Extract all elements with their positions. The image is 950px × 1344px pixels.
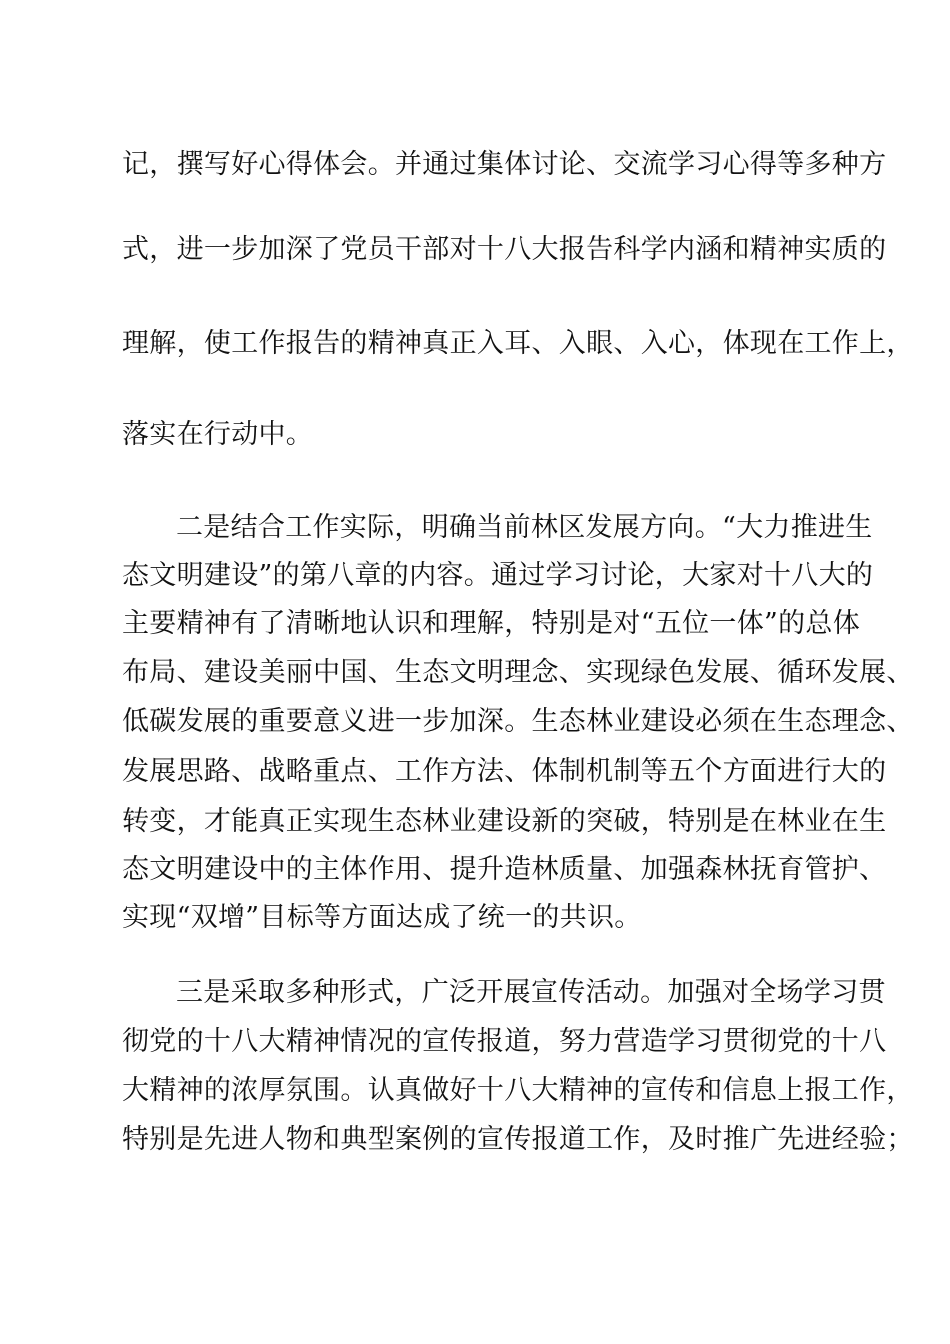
- paragraph-2-line-3: 主要精神有了清晰地认识和理解，特别是对“五位一体”的总体: [122, 608, 861, 639]
- paragraph-3-line-4: 特别是先进人物和典型案例的宣传报道工作，及时推广先进经验；: [122, 1124, 914, 1155]
- paragraph-1-line-2: 式，进一步加深了党员干部对十八大报告科学内涵和精神实质的: [122, 234, 887, 265]
- paragraph-1-line-3: 理解，使工作报告的精神真正入耳、入眼、入心，体现在工作上，: [122, 328, 914, 359]
- paragraph-3-line-2: 彻党的十八大精神情况的宣传报道，努力营造学习贯彻党的十八: [122, 1026, 887, 1057]
- paragraph-2-line-5: 低碳发展的重要意义进一步加深。生态林业建设必须在生态理念、: [122, 706, 914, 737]
- paragraph-3-line-1: 三是采取多种形式，广泛开展宣传活动。加强对全场学习贯: [176, 977, 886, 1008]
- paragraph-2-line-9: 实现“双增”目标等方面达成了统一的共识。: [122, 902, 642, 933]
- paragraph-2-line-1: 二是结合工作实际，明确当前林区发展方向。“大力推进生: [176, 512, 873, 543]
- paragraph-2-line-2: 态文明建设”的第八章的内容。通过学习讨论，大家对十八大的: [122, 560, 874, 591]
- paragraph-1-line-4: 落实在行动中。: [122, 419, 314, 450]
- paragraph-2-line-8: 态文明建设中的主体作用、提升造林质量、加强森林抚育管护、: [122, 854, 887, 885]
- paragraph-2-line-4: 布局、建设美丽中国、生态文明理念、实现绿色发展、循环发展、: [122, 657, 914, 688]
- paragraph-3-line-3: 大精神的浓厚氛围。认真做好十八大精神的宣传和信息上报工作，: [122, 1075, 914, 1106]
- paragraph-1-line-1: 记，撰写好心得体会。并通过集体讨论、交流学习心得等多种方: [122, 149, 887, 180]
- paragraph-2-line-7: 转变，才能真正实现生态林业建设新的突破，特别是在林业在生: [122, 806, 887, 837]
- paragraph-2-line-6: 发展思路、战略重点、工作方法、体制机制等五个方面进行大的: [122, 756, 887, 787]
